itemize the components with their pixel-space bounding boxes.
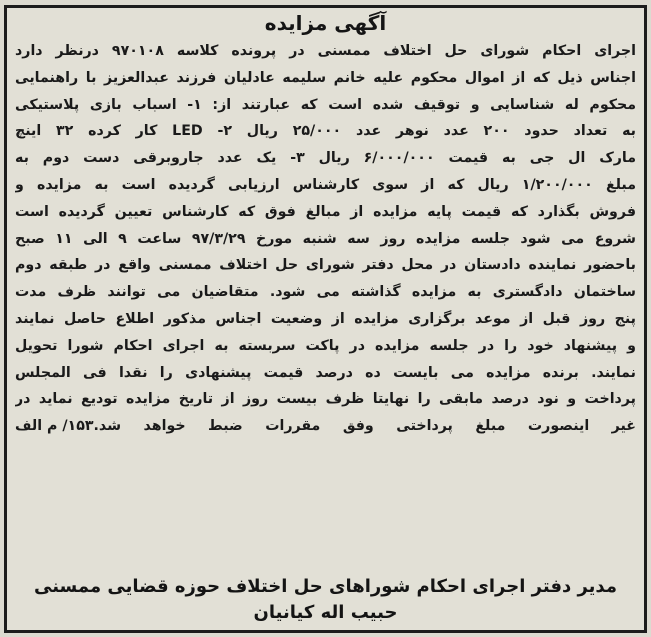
notice-line: به تعداد حدود ۲۰۰ عدد نوهر عدد ۲۵/۰۰۰ ریال ۲- LED کار کرده ۳۲ اینچ — [15, 123, 636, 140]
notice-line: پرداخت و نود درصد مابقی را نهایتا ظرف بیست روز از تاریخ مزایده تودیع نماید در — [15, 391, 636, 408]
notice-line: مبلغ ۱/۲۰۰/۰۰۰ ریال که از سوی کارشناس ارزیابی گردیده است به مزایده و — [15, 176, 636, 193]
notice-closing-text: غیر اینصورت مبلغ پرداختی وفق مقررات ضبط خواهد شد. — [93, 418, 636, 435]
notice-line: نمایند. برنده مزایده می بایست ده درصد قیمت پیشنهادی را نقدا فی المجلس — [15, 364, 636, 381]
reference-number: ۱۵۳/ م الف — [15, 418, 94, 435]
notice-frame — [4, 5, 647, 633]
notice-line: فروش بگذارد که قیمت پایه مزایده از مبالغ فوق که کارشناس تعیین گردیده است — [15, 203, 636, 220]
notice-line: مارک ال جی به قیمت ۶/۰۰۰/۰۰۰ ریال ۳- یک عدد جاروبرقی دست دوم به — [15, 150, 636, 167]
notice-title: آگهی مزایده — [264, 11, 387, 35]
notice-line: اجرای احکام شورای حل اختلاف ممسنی در پرونده کلاسه ۹۷۰۱۰۸ درنظر دارد — [15, 43, 636, 59]
signature-name: حبیب اله کیانیان — [253, 602, 398, 623]
notice-last-line — [15, 413, 636, 440]
signature-block — [7, 574, 644, 626]
notice-line: ساختمان دادگستری به مزایده گذاشته می شود. متقاضیان می توانند ظرف مدت — [15, 284, 636, 301]
notice-line: و پیشنهاد خود را در جلسه مزایده در پاکت سربسته به اجرای احکام شورا تحویل — [15, 337, 636, 354]
notice-line: باحضور نماینده دادستان در محل دفتر شورای حل اختلاف ممسنی واقع در طبقه دوم — [15, 257, 636, 274]
notice-line: پنج روز قبل از موعد برگزاری مزایده از وضعیت اجناس مذکور اطلاع حاصل نمایند — [15, 310, 636, 327]
notice-line: شروع می شود جلسه مزایده روز سه شنبه مورخ ۹۷/۳/۲۹ ساعت ۹ الی ۱۱ صبح — [15, 230, 636, 247]
notice-body — [7, 38, 644, 440]
signature-title: مدیر دفتر اجرای احکام شوراهای حل اختلاف حوزه قضایی ممسنی — [34, 576, 617, 597]
notice-line: اجناس ذیل که از اموال محکوم علیه خانم سلیمه عادلیان فرزند عبدالعزیز با راهنمایی — [15, 69, 636, 86]
notice-line: محکوم له شناسایی و توقیف شده است که عبارتند از: ۱- اسباب بازی پلاستیکی — [15, 96, 636, 113]
